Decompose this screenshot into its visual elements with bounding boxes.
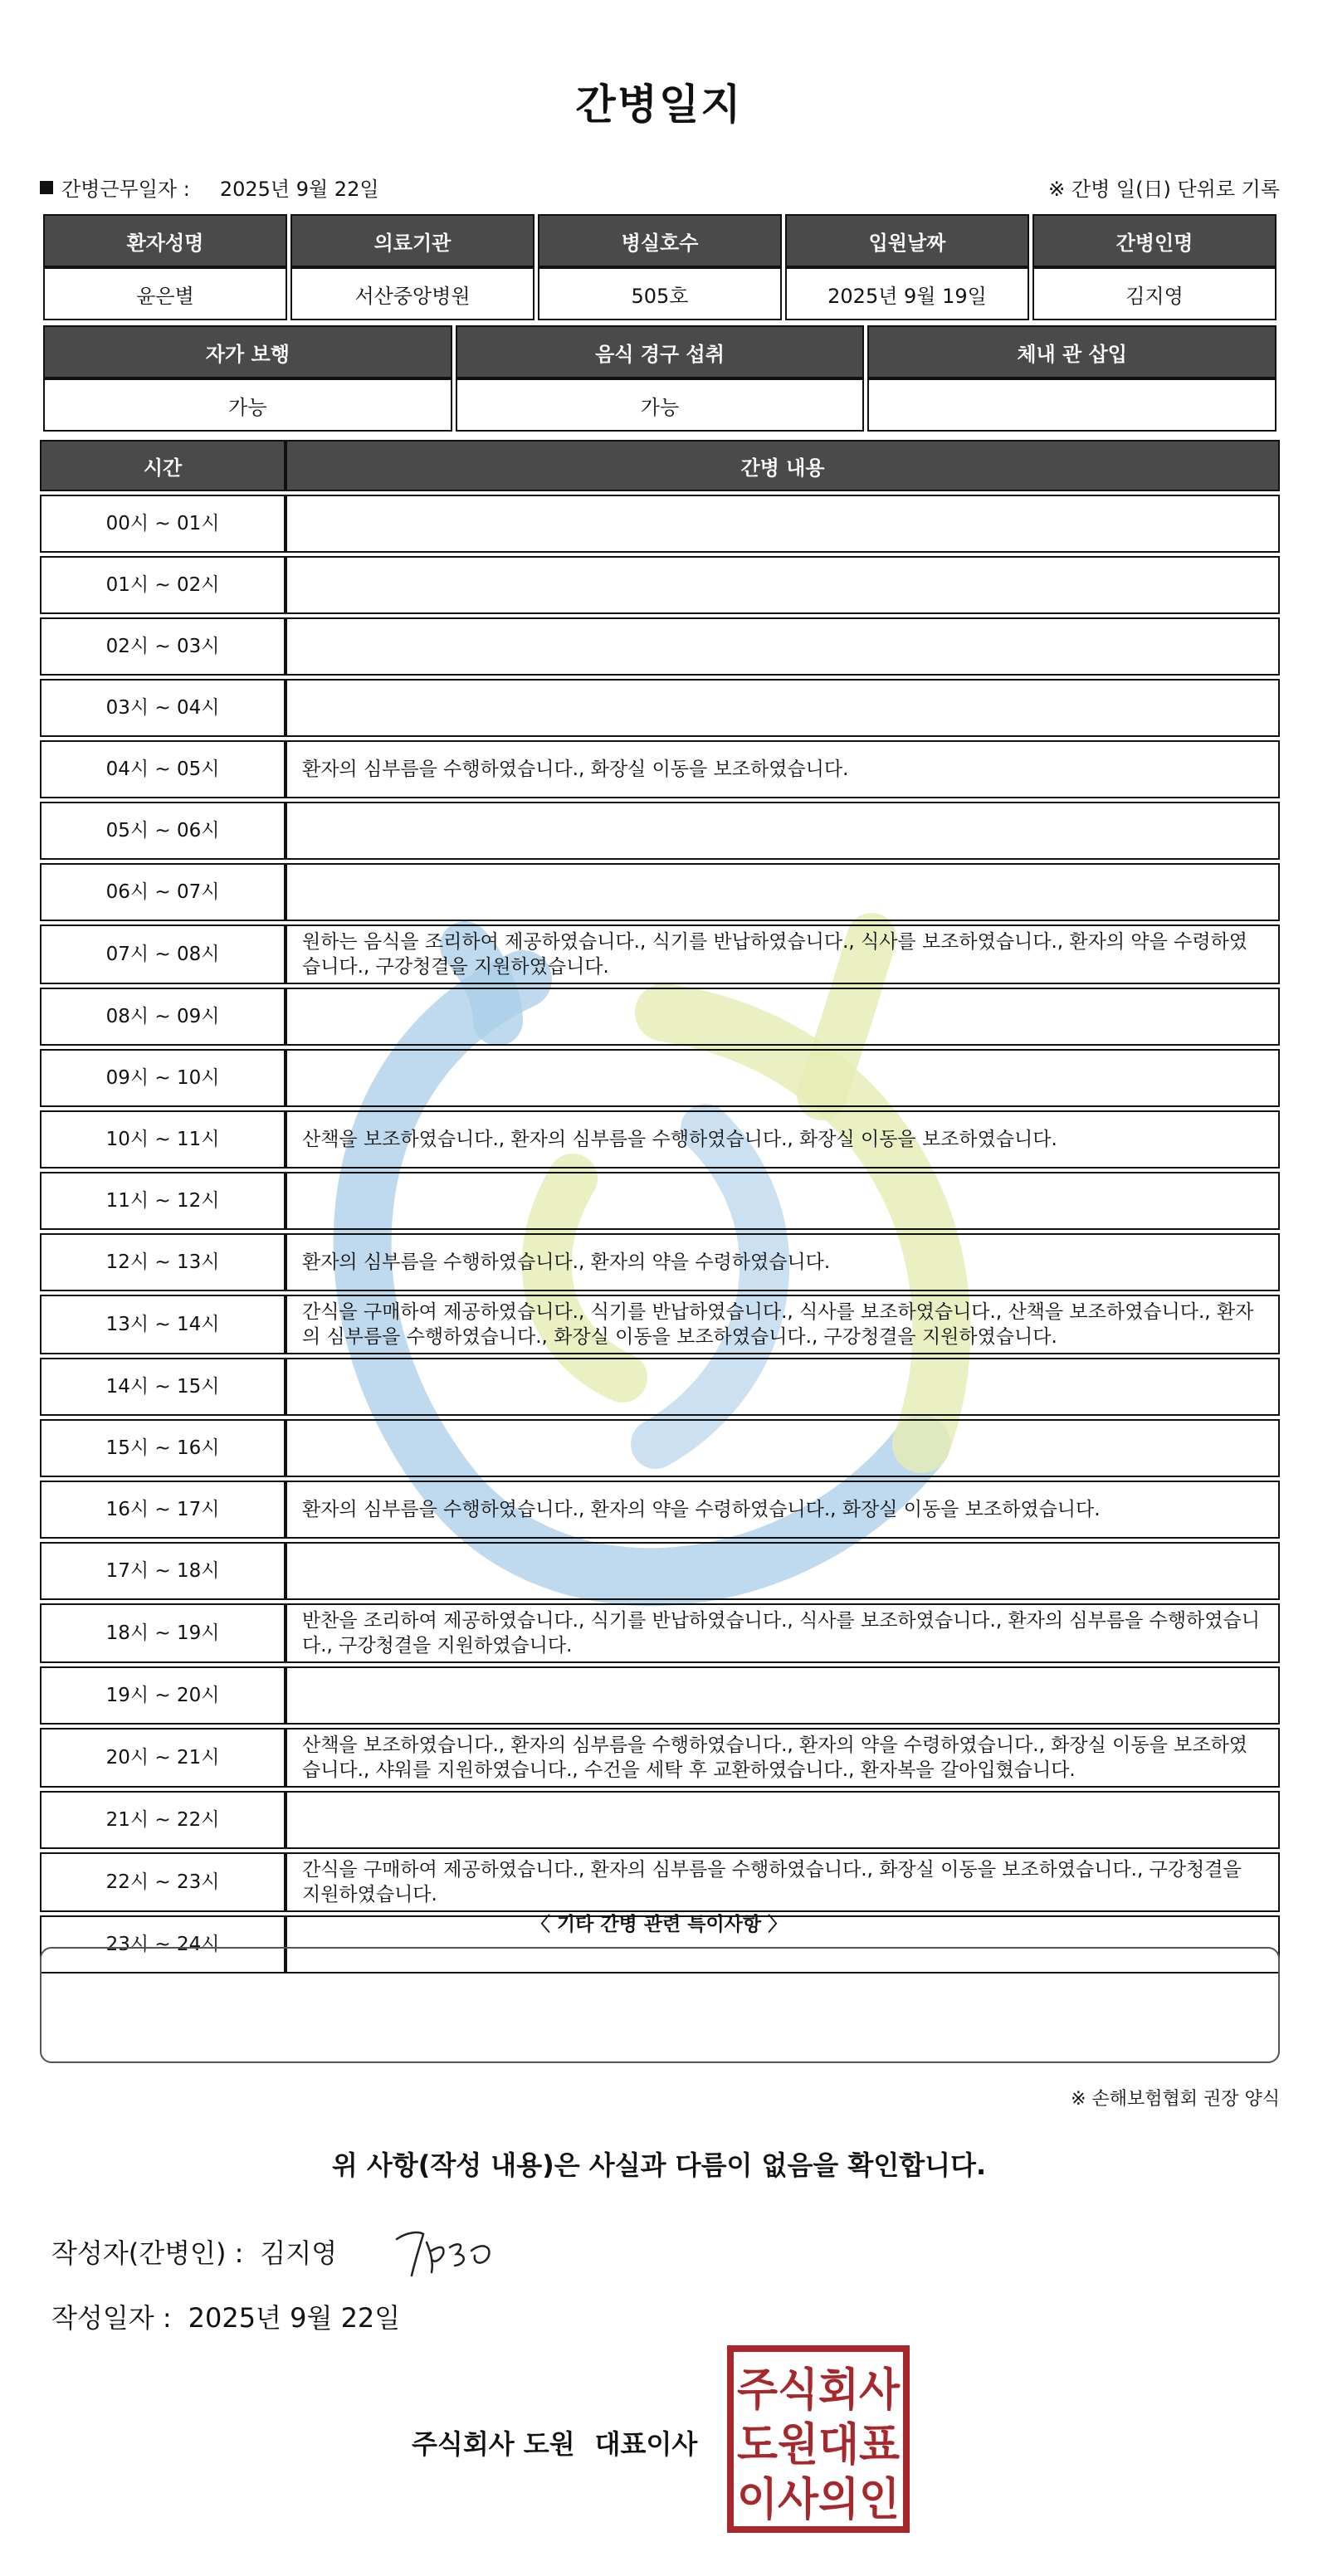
seal-text-row: 주식회사 bbox=[737, 2364, 901, 2416]
log-row bbox=[40, 495, 1280, 553]
form-source-note: ※ 손해보험협회 권장 양식 bbox=[1071, 2089, 1280, 2110]
written-date-line bbox=[51, 2297, 400, 2335]
info-header-cell: 병실호수 bbox=[538, 214, 782, 267]
log-time-cell: 01시 ~ 02시 bbox=[40, 556, 286, 614]
work-date-label: 간병근무일자 : bbox=[61, 178, 190, 201]
log-row bbox=[40, 1049, 1280, 1107]
unit-note: ※ 간병 일(日) 단위로 기록 bbox=[1048, 178, 1280, 201]
company-seal-stamp bbox=[727, 2345, 910, 2533]
handwritten-signature bbox=[390, 2217, 506, 2284]
seal-text-row: 도원대표 bbox=[737, 2418, 900, 2471]
log-content-cell bbox=[286, 1666, 1280, 1725]
log-time-cell: 04시 ~ 05시 bbox=[40, 740, 286, 798]
log-time-cell: 22시 ~ 23시 bbox=[40, 1852, 286, 1912]
log-time-cell: 19시 ~ 20시 bbox=[40, 1666, 286, 1725]
log-time-cell: 09시 ~ 10시 bbox=[40, 1049, 286, 1107]
work-date bbox=[40, 173, 379, 202]
log-time-cell: 17시 ~ 18시 bbox=[40, 1542, 286, 1600]
log-row bbox=[40, 1172, 1280, 1230]
bullet-square-icon bbox=[40, 181, 53, 194]
log-row bbox=[40, 802, 1280, 860]
log-row bbox=[40, 988, 1280, 1046]
log-row bbox=[40, 1603, 1280, 1663]
info-header-cell: 간병인명 bbox=[1032, 214, 1277, 267]
log-time-cell: 10시 ~ 11시 bbox=[40, 1110, 286, 1168]
log-content-cell: 환자의 심부름을 수행하였습니다., 환자의 약을 수령하였습니다., 화장실 이동을 보조하였습니다. bbox=[286, 1481, 1280, 1539]
info-header-cell: 의료기관 bbox=[290, 214, 535, 267]
log-time-cell: 12시 ~ 13시 bbox=[40, 1233, 286, 1291]
work-date-value: 2025년 9월 22일 bbox=[219, 178, 379, 201]
log-content-cell bbox=[286, 679, 1280, 737]
log-content-cell: 원하는 음식을 조리하여 제공하였습니다., 식기를 반납하였습니다., 식사를 보조하였습니다., 환자의 약을 수령하였습니다., 구강청결을 지원하였습니다. bbox=[286, 925, 1280, 984]
log-row bbox=[40, 1481, 1280, 1539]
log-content-cell bbox=[286, 1358, 1280, 1416]
written-date-value: 2025년 9월 22일 bbox=[188, 2302, 401, 2334]
log-time-cell: 11시 ~ 12시 bbox=[40, 1172, 286, 1230]
log-row bbox=[40, 1358, 1280, 1416]
log-content-cell bbox=[286, 495, 1280, 553]
log-content-cell bbox=[286, 1419, 1280, 1477]
info-value-cell: 김지영 bbox=[1032, 267, 1277, 320]
info-header-cell: 입원날짜 bbox=[785, 214, 1029, 267]
log-header-time: 시간 bbox=[40, 440, 286, 491]
log-row bbox=[40, 1728, 1280, 1788]
patient-status-table bbox=[40, 325, 1280, 432]
log-time-cell: 15시 ~ 16시 bbox=[40, 1419, 286, 1477]
log-row bbox=[40, 556, 1280, 614]
log-row bbox=[40, 863, 1280, 921]
log-content-cell bbox=[286, 1172, 1280, 1230]
log-row bbox=[40, 679, 1280, 737]
log-row bbox=[40, 1233, 1280, 1291]
info-header-cell: 환자성명 bbox=[43, 214, 287, 267]
log-header-content: 간병 내용 bbox=[286, 440, 1280, 491]
log-time-cell: 02시 ~ 03시 bbox=[40, 617, 286, 676]
log-row bbox=[40, 740, 1280, 798]
log-row bbox=[40, 925, 1280, 984]
page-title: 간병일지 bbox=[575, 80, 743, 129]
log-content-cell: 산책을 보조하였습니다., 환자의 심부름을 수행하였습니다., 화장실 이동을 보조하였습니다. bbox=[286, 1110, 1280, 1168]
log-time-cell: 14시 ~ 15시 bbox=[40, 1358, 286, 1416]
log-time-cell: 21시 ~ 22시 bbox=[40, 1791, 286, 1849]
log-time-cell: 18시 ~ 19시 bbox=[40, 1603, 286, 1663]
log-content-cell bbox=[286, 1791, 1280, 1849]
log-content-cell: 환자의 심부름을 수행하였습니다., 화장실 이동을 보조하였습니다. bbox=[286, 740, 1280, 798]
log-time-cell: 16시 ~ 17시 bbox=[40, 1481, 286, 1539]
status-value-cell: 가능 bbox=[456, 378, 865, 432]
info-value-cell: 서산중앙병원 bbox=[290, 267, 535, 320]
special-notes-box bbox=[40, 1947, 1280, 2063]
log-time-cell: 03시 ~ 04시 bbox=[40, 679, 286, 737]
log-content-cell: 산책을 보조하였습니다., 환자의 심부름을 수행하였습니다., 환자의 약을 수령하였습니다., 화장실 이동을 보조하였습니다., 샤워를 지원하였습니다., 수건을 세탁 후 교환하였습니다., 환자복을 갈아입혔습니다. bbox=[286, 1728, 1280, 1788]
log-time-cell: 23시 ~ 24시 bbox=[40, 1915, 286, 1973]
info-value-cell: 윤은별 bbox=[43, 267, 287, 320]
log-time-cell: 05시 ~ 06시 bbox=[40, 802, 286, 860]
patient-info-table bbox=[40, 214, 1280, 320]
care-log-table bbox=[40, 437, 1280, 1977]
log-content-cell bbox=[286, 988, 1280, 1046]
log-content-cell bbox=[286, 617, 1280, 676]
written-date-label: 작성일자 : bbox=[51, 2302, 172, 2334]
log-content-cell bbox=[286, 556, 1280, 614]
info-value-cell: 505호 bbox=[538, 267, 782, 320]
status-header-cell: 음식 경구 섭취 bbox=[456, 325, 865, 378]
log-content-cell: 환자의 심부름을 수행하였습니다., 환자의 약을 수령하였습니다. bbox=[286, 1233, 1280, 1291]
log-row bbox=[40, 1791, 1280, 1849]
log-row bbox=[40, 1542, 1280, 1600]
log-content-cell bbox=[286, 1542, 1280, 1600]
log-time-cell: 00시 ~ 01시 bbox=[40, 495, 286, 553]
log-row bbox=[40, 1295, 1280, 1354]
confirmation-statement: 위 사항(작성 내용)은 사실과 다름이 없음을 확인합니다. bbox=[331, 2149, 987, 2181]
log-content-cell: 간식을 구매하여 제공하였습니다., 환자의 심부름을 수행하였습니다., 화장실 이동을 보조하였습니다., 구강청결을 지원하였습니다. bbox=[286, 1852, 1280, 1912]
log-time-cell: 07시 ~ 08시 bbox=[40, 925, 286, 984]
log-row bbox=[40, 1419, 1280, 1477]
log-time-cell: 06시 ~ 07시 bbox=[40, 863, 286, 921]
log-content-cell bbox=[286, 863, 1280, 921]
log-row bbox=[40, 617, 1280, 676]
log-time-cell: 08시 ~ 09시 bbox=[40, 988, 286, 1046]
log-content-cell: 간식을 구매하여 제공하였습니다., 식기를 반납하였습니다., 식사를 보조하였습니다., 산책을 보조하였습니다., 환자의 심부름을 수행하였습니다., 화장실 이동을 보조하였습니다., 구강청결을 지원하였습니다. bbox=[286, 1295, 1280, 1354]
company-signature-line bbox=[412, 2423, 697, 2461]
log-row bbox=[40, 1852, 1280, 1912]
special-notes-title: 〈 기타 간병 관련 특이사항 〉 bbox=[530, 1914, 788, 1935]
writer-name: 김지영 bbox=[260, 2237, 338, 2269]
status-value-cell: 가능 bbox=[43, 378, 452, 432]
log-row bbox=[40, 1666, 1280, 1725]
writer-label: 작성자(간병인) : bbox=[51, 2237, 244, 2269]
log-time-cell: 13시 ~ 14시 bbox=[40, 1295, 286, 1354]
log-row bbox=[40, 1110, 1280, 1168]
info-value-cell: 2025년 9월 19일 bbox=[785, 267, 1029, 320]
status-value-cell bbox=[867, 378, 1277, 432]
log-time-cell: 20시 ~ 21시 bbox=[40, 1728, 286, 1788]
seal-text-row: 이사의인 bbox=[737, 2473, 900, 2525]
company-name: 주식회사 도원 bbox=[412, 2428, 575, 2460]
company-role: 대표이사 bbox=[594, 2428, 698, 2460]
writer-line bbox=[51, 2232, 337, 2271]
log-content-cell bbox=[286, 802, 1280, 860]
status-header-cell: 자가 보행 bbox=[43, 325, 452, 378]
log-content-cell: 반찬을 조리하여 제공하였습니다., 식기를 반납하였습니다., 식사를 보조하였습니다., 환자의 심부름을 수행하였습니다., 구강청결을 지원하였습니다. bbox=[286, 1603, 1280, 1663]
status-header-cell: 체내 관 삽입 bbox=[867, 325, 1277, 378]
log-content-cell bbox=[286, 1049, 1280, 1107]
